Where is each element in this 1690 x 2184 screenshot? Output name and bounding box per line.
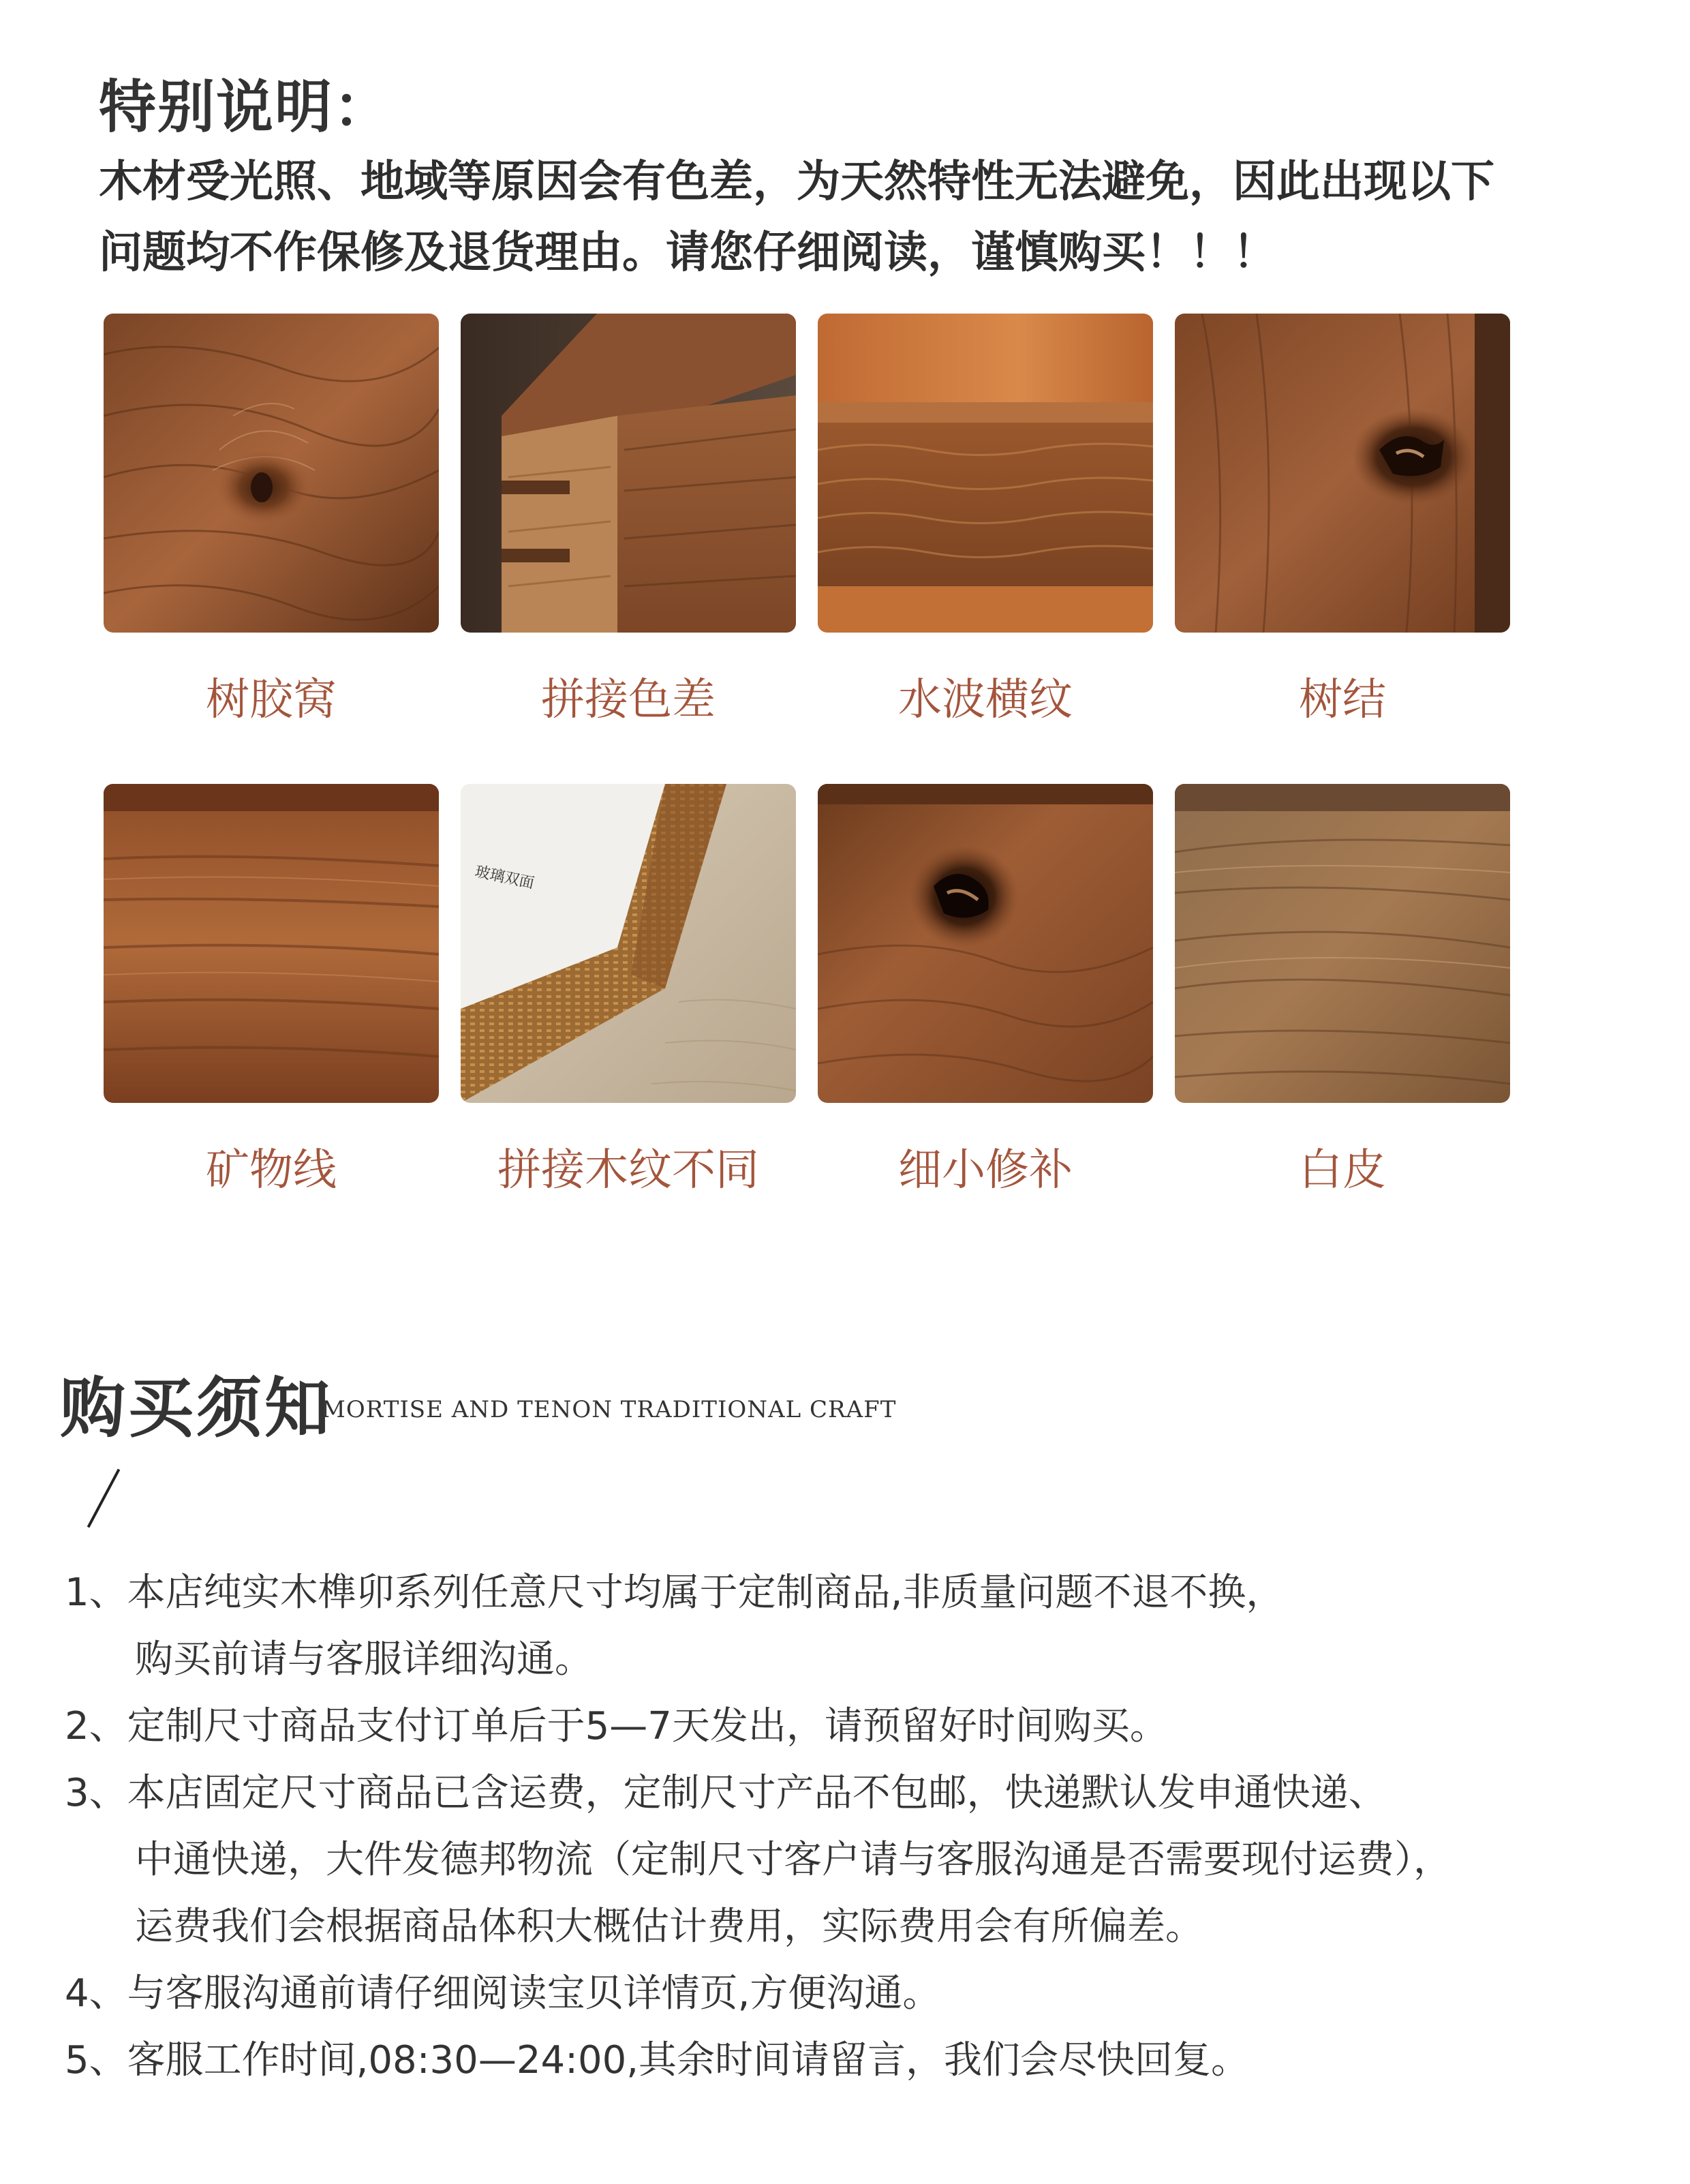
notice-item-continuation: 购买前请与客服详细沟通。 <box>135 1637 593 1682</box>
notice-item: 4、与客服沟通前请仔细阅读宝贝详情页,方便沟通。 <box>65 1971 941 2016</box>
caption-joint-grain-difference: 拼接木纹不同 <box>497 1145 759 1196</box>
notice-item: 5、客服工作时间,08:30—24:00,其余时间请留言，我们会尽快回复。 <box>65 2038 1249 2082</box>
notice-item: 3、本店固定尺寸商品已含运费，定制尺寸产品不包邮，快递默认发申通快递、 <box>65 1771 1387 1815</box>
notice-item-continuation: 运费我们会根据商品体积大概估计费用，实际费用会有所偏差。 <box>135 1905 1203 1949</box>
wood-knot-photo <box>1175 314 1510 633</box>
overlay-label: 玻璃双面 <box>473 863 536 893</box>
notice-item: 2、定制尺寸商品支付订单后于5—7天发出，请预留好时间购买。 <box>65 1704 1168 1748</box>
caption-mineral-line: 矿物线 <box>206 1145 337 1196</box>
purchase-notice-title: 购买须知 <box>60 1370 333 1446</box>
caption-sapwood: 白皮 <box>1299 1145 1386 1196</box>
wood-ripple-grain-photo <box>818 314 1153 633</box>
special-note-line: 问题均不作保修及退货理由。请您仔细阅读，谨慎购买！！！ <box>99 228 1276 278</box>
caption-knot: 树结 <box>1299 675 1386 725</box>
caption-joint-color-difference: 拼接色差 <box>541 675 716 725</box>
slash-divider <box>87 1469 121 1528</box>
wood-mineral-line-photo <box>104 784 439 1103</box>
wood-small-repair-photo <box>818 784 1153 1103</box>
special-note-title: 特别说明： <box>99 74 393 140</box>
caption-small-repair: 细小修补 <box>898 1145 1073 1196</box>
special-note-line: 木材受光照、地域等原因会有色差，为天然特性无法避免，因此出现以下 <box>99 157 1494 207</box>
special-note-text <box>99 147 1639 288</box>
notice-item-continuation: 中通快递，大件发德邦物流（定制尺寸客户请与客服沟通是否需要现付运费）， <box>135 1838 1451 1882</box>
wood-joint-grain-difference-photo <box>461 784 796 1103</box>
caption-ripple-grain: 水波横纹 <box>898 675 1073 725</box>
notice-item: 1、本店纯实木榫卯系列任意尺寸均属于定制商品,非质量问题不退不换， <box>65 1571 1285 1615</box>
wood-resin-pocket-photo <box>104 314 439 633</box>
caption-resin-pocket: 树胶窝 <box>206 675 337 725</box>
wood-joint-color-difference-photo <box>461 314 796 633</box>
purchase-notice-subtitle: MORTISE AND TENON TRADITIONAL CRAFT <box>322 1396 897 1423</box>
purchase-notice-list <box>65 1560 1646 2094</box>
wood-sapwood-photo <box>1175 784 1510 1103</box>
